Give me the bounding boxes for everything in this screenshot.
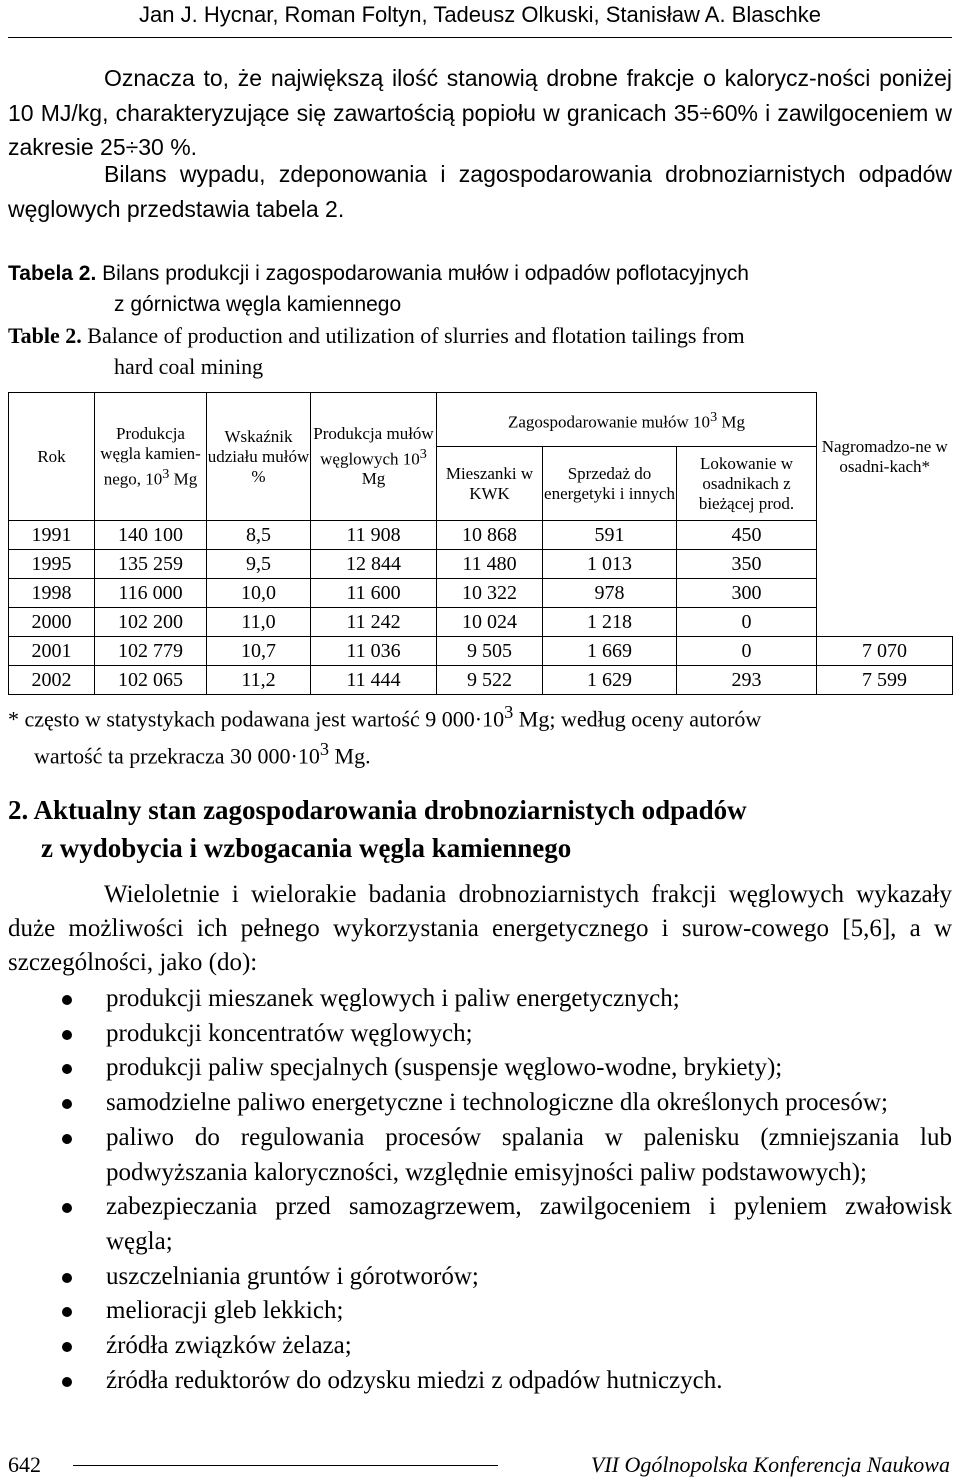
header-accumulated: Nagromadzo-ne w osadni-kach*: [817, 393, 953, 521]
table-cell-share: 8,5: [207, 521, 311, 550]
list-item: [8, 1051, 952, 1086]
intro-paragraph-1: Oznacza to, że największą ilość stanowią drobne frakcje o kalorycz-ności poniżej 10 MJ/kg, charakteryzujące się zawartością popiołu w granicach 35÷60% i zawilgoceniem w zakresie 25÷30 %.: [8, 65, 952, 160]
list-item: [8, 1121, 952, 1190]
list-item-text: uszczelniania gruntów i górotworów;: [106, 1262, 479, 1290]
balance-table: [8, 392, 953, 695]
caption-en-text: Balance of production and utilization of slurries and flotation tailings from: [87, 323, 745, 348]
footer-rule: [73, 1465, 498, 1466]
list-item-text: zabezpieczania przed samozagrzewem, zawilgoceniem i pyleniem zwałowisk węgla;: [106, 1193, 952, 1255]
header-deposit: Lokowanie w osadnikach z bieżącej prod.: [677, 447, 817, 521]
table-row: [9, 637, 953, 666]
table-cell-coal: 135 259: [95, 550, 207, 579]
running-header-authors: Jan J. Hycnar, Roman Foltyn, Tadeusz Olkuski, Stanisław A. Blaschke: [139, 2, 821, 27]
table-cell-slurry: 11 242: [311, 608, 437, 637]
table-cell-accum: 7 070: [817, 637, 953, 666]
bullet-icon: [62, 1307, 72, 1317]
table-cell-year: 1991: [9, 521, 95, 550]
table-row: [9, 608, 953, 637]
table-cell-sale: 591: [543, 521, 677, 550]
table-cell-accum: 7 599: [817, 666, 953, 695]
list-item-text: produkcji paliw specjalnych (suspensje węglowo-wodne, brykiety);: [106, 1054, 783, 1082]
list-item-text: paliwo do regulowania procesów spalania w palenisku (zmniejszania lub podwyższania kaloryczności, względnie emisyjności paliw podstawowych);: [106, 1123, 952, 1186]
bullet-icon: [62, 1064, 72, 1074]
table-cell-share: 10,0: [207, 579, 311, 608]
table-footnote: * często w statystykach podawana jest wartość 9 $000\cdot 10^3$ Mg; według oceny autorów wartość ta przekracza 30 $000\cdot 10^3$ Mg.: [8, 702, 762, 769]
header-slurry-share: Wskaźnik udziału mułów %: [207, 393, 311, 521]
table-cell-slurry: 11 908: [311, 521, 437, 550]
table-cell-share: 11,2: [207, 666, 311, 695]
table-cell-accum: [817, 521, 953, 550]
table-row: [9, 666, 953, 695]
intro-paragraph-2: Bilans wypadu, zdeponowania i zagospodarowania drobnoziarnistych odpadów węglowych przedstawia tabela 2.: [8, 161, 952, 222]
bullet-icon: [62, 1030, 72, 1040]
table-cell-share: 9,5: [207, 550, 311, 579]
body-paragraph: Wieloletnie i wielorakie badania drobnoziarnistych frakcji węglowych wykazały duże możliwości ich pełnego wykorzystania energetycznego i surow-cowego [5,6], a w szczególności, jako (do):: [8, 881, 952, 976]
bullet-icon: [62, 1273, 72, 1283]
table-cell-coal: 102 200: [95, 608, 207, 637]
table-cell-share: 11,0: [207, 608, 311, 637]
bullet-icon: [62, 1099, 72, 1109]
list-item: [8, 1086, 952, 1121]
table-cell-coal: 140 100: [95, 521, 207, 550]
caption-pl-text: Bilans produkcji i zagospodarowania mułów i odpadów poflotacyjnych: [102, 262, 749, 285]
table-row: [9, 579, 953, 608]
list-item-text: samodzielne paliwo energetyczne i technologiczne dla określonych procesów;: [106, 1089, 888, 1117]
table-cell-year: 2001: [9, 637, 95, 666]
caption-pl-label: Tabela 2.: [8, 262, 97, 285]
table-cell-coal: 102 779: [95, 637, 207, 666]
bullet-icon: [62, 1377, 72, 1387]
table-cell-sale: 1 013: [543, 550, 677, 579]
table-cell-slurry: 11 600: [311, 579, 437, 608]
table-cell-slurry: 11 036: [311, 637, 437, 666]
header-slurry-production: Produkcja mułów węglowych $10^3$ Mg: [311, 393, 437, 521]
list-item: [8, 1017, 952, 1052]
table-cell-mix: 9 522: [437, 666, 543, 695]
list-item: [8, 1260, 952, 1295]
header-sale: Sprzedaż do energetyki i innych: [543, 447, 677, 521]
application-list: [8, 982, 952, 1398]
table-row: [9, 521, 953, 550]
table-row: [9, 550, 953, 579]
table-cell-coal: 102 065: [95, 666, 207, 695]
bullet-icon: [62, 1342, 72, 1352]
table-cell-coal: 116 000: [95, 579, 207, 608]
table-cell-mix: 10 322: [437, 579, 543, 608]
header-slurry-management: Zagospodarowanie mułów $10^3$ Mg: [437, 393, 817, 447]
table-cell-deposit: 0: [677, 637, 817, 666]
list-item-text: źródła reduktorów do odzysku miedzi z odpadów hutniczych.: [106, 1366, 723, 1394]
caption-en-label: Table 2.: [8, 323, 82, 348]
table-cell-year: 1995: [9, 550, 95, 579]
section-title: 2. Aktualny stan zagospodarowania drobnoziarnistych odpadów: [8, 795, 747, 825]
table-cell-mix: 11 480: [437, 550, 543, 579]
list-item-text: źródła związków żelaza;: [106, 1332, 352, 1360]
table-cell-mix: 10 868: [437, 521, 543, 550]
header-mixtures: Mieszanki w KWK: [437, 447, 543, 521]
list-item-text: melioracji gleb lekkich;: [106, 1297, 344, 1325]
table-cell-sale: 1 629: [543, 666, 677, 695]
header-rok: Rok: [9, 393, 95, 521]
list-item: [8, 1364, 952, 1399]
list-item: [8, 1190, 952, 1259]
table-cell-share: 10,7: [207, 637, 311, 666]
table-cell-mix: 10 024: [437, 608, 543, 637]
table-cell-year: 2000: [9, 608, 95, 637]
table-caption-pl: [8, 258, 952, 320]
list-item-text: produkcji koncentratów węglowych;: [106, 1019, 473, 1047]
list-item: [8, 1329, 952, 1364]
table-cell-accum: [817, 608, 953, 637]
table-cell-deposit: 300: [677, 579, 817, 608]
caption-en-continuation: hard coal mining: [114, 354, 264, 379]
table-cell-slurry: 12 844: [311, 550, 437, 579]
bullet-icon: [62, 1134, 72, 1144]
footer-conference: VII Ogólnopolska Konferencja Naukowa: [590, 1452, 950, 1477]
table-cell-year: 1998: [9, 579, 95, 608]
table-cell-sale: 1 669: [543, 637, 677, 666]
table-cell-deposit: 350: [677, 550, 817, 579]
header-coal-production: Produkcja węgla kamien-nego, $10^3$ Mg: [95, 393, 207, 521]
list-item: [8, 1294, 952, 1329]
bullet-icon: [62, 1203, 72, 1213]
table-caption-en: [8, 320, 952, 382]
table-cell-accum: [817, 550, 953, 579]
caption-pl-continuation: z górnictwa węgla kamiennego: [114, 293, 402, 316]
section-title-continuation: z wydobycia i wzbogacania węgla kamiennego: [41, 833, 572, 863]
table-cell-sale: 978: [543, 579, 677, 608]
section-heading: [8, 791, 952, 867]
bullet-icon: [62, 995, 72, 1005]
table-cell-deposit: 0: [677, 608, 817, 637]
list-item-text: produkcji mieszanek węglowych i paliw energetycznych;: [106, 985, 680, 1012]
table-cell-accum: [817, 579, 953, 608]
table-cell-deposit: 450: [677, 521, 817, 550]
table-cell-slurry: 11 444: [311, 666, 437, 695]
page-number: 642: [8, 1452, 41, 1477]
table-cell-mix: 9 505: [437, 637, 543, 666]
table-cell-deposit: 293: [677, 666, 817, 695]
table-cell-sale: 1 218: [543, 608, 677, 637]
header-rule: [8, 37, 952, 38]
table-cell-year: 2002: [9, 666, 95, 695]
list-item: [8, 982, 952, 1017]
